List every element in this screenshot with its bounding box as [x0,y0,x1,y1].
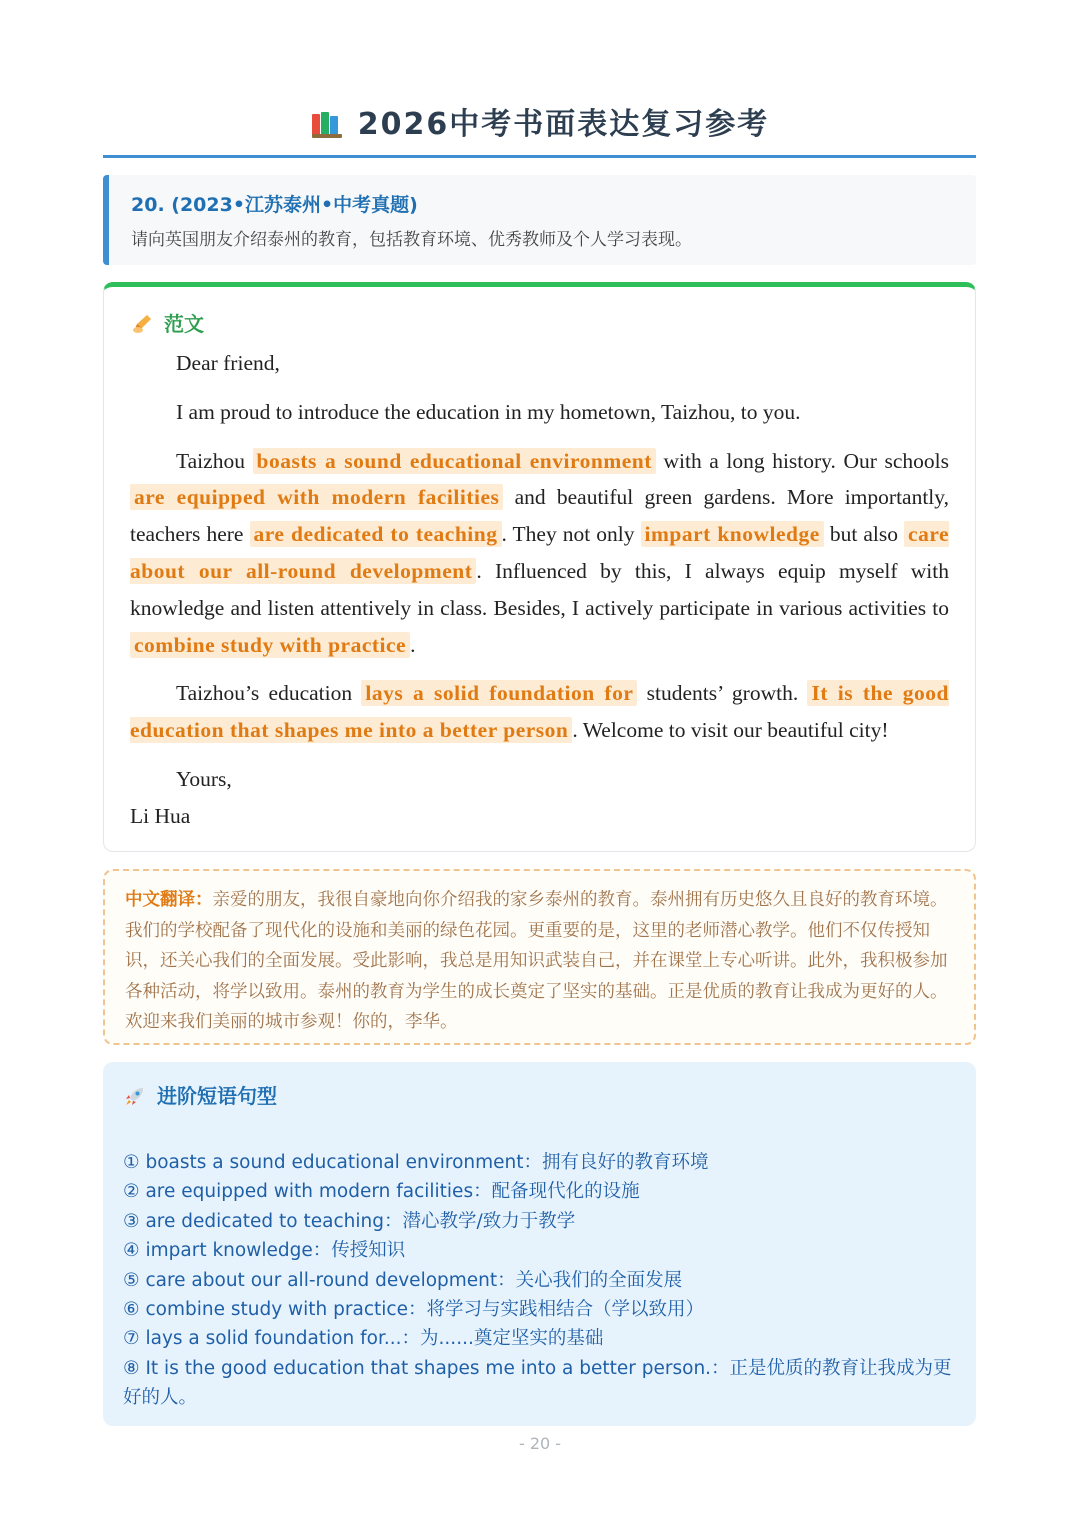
question-title: 20. (2023•江苏泰州•中考真题) [131,194,418,216]
essay-text: . Influenced by this, I always equip myself with knowledge and listen attentively in class. Besides, I actively participate in various activities to [130,558,949,620]
phrase-item: ② are equipped with modern facilities：配备现代化的设施 [123,1181,640,1203]
page-title-text: 2026中考书面表达复习参考 [357,107,770,142]
essay-text: Taizhou [176,448,253,473]
key-phrase: are equipped with modern facilities [130,484,503,510]
phrase-item: ⑤ care about our all-round development：关心我们的全面发展 [123,1269,683,1291]
phrases-heading [123,1080,956,1112]
key-phrase: boasts a sound educational environment [253,448,656,474]
page-header [103,100,976,158]
essay-closing: Yours, [176,766,232,791]
phrase-item: ⑥ combine study with practice：将学习与实践相结合（学以致用） [123,1299,704,1321]
key-phrase: care about our all-round development [130,522,950,583]
page-title [310,100,770,150]
question-box [103,175,976,265]
essay-text: but also [823,522,905,547]
phrases-label: 进阶短语句型 [157,1084,277,1108]
essay-text: and beautiful green gardens. More importantly, teachers here [130,485,950,547]
essay-text: with a long history. Our schools [655,448,949,473]
essay-signature: Li Hua [130,803,191,828]
phrase-item: ③ are dedicated to teaching：潜心教学/致力于教学 [123,1210,576,1232]
writing-hand-icon [130,312,154,336]
phrase-item: ④ impart knowledge：传授知识 [123,1240,406,1262]
essay-text: . They not only [501,522,641,547]
translation-box [103,869,976,1045]
key-phrase: It is the good education that shapes me into a better person [130,681,950,743]
model-essay-box [103,282,976,852]
translation-label: 中文翻译： [125,890,213,910]
key-phrase: are dedicated to teaching [250,521,502,547]
essay-body [130,345,949,835]
phrase-item: ⑧ It is the good education that shapes me into a better person.：正是优质的教育让我成为更好的人。 [123,1357,952,1409]
essay-text: . Welcome to visit our beautiful city! [572,718,889,743]
essay-text: . [410,632,416,657]
essay-paragraph-3 [130,675,949,749]
question-prompt: 请向英国朋友介绍泰州的教育，包括教育环境、优秀教师及个人学习表现。 [131,230,692,250]
essay-text: students’ growth. [637,681,808,706]
rocket-icon [123,1084,147,1108]
phrase-list [123,1148,956,1413]
essay-label: 范文 [164,312,204,336]
phrase-item: ⑦ lays a solid foundation for...：为......奠定坚实的基础 [123,1328,604,1350]
key-phrase: lays a solid foundation for [361,680,637,706]
phrase-item: ① boasts a sound educational environment：拥有良好的教育环境 [123,1152,709,1173]
essay-greeting: Dear friend, [176,351,280,375]
key-phrase: impart knowledge [641,521,824,547]
essay-heading [130,309,949,339]
translation-text: 亲爱的朋友，我很自豪地向你介绍我的家乡泰州的教育。泰州拥有历史悠久且良好的教育环境。我们的学校配备了现代化的设施和美丽的绿色花园。更重要的是，这里的老师潜心教学。他们不仅传授知识，还关心我们的全面发展。受此影响，我总是用知识武装自己，并在课堂上专心听讲。此外，我积极参加各种活动，将学以致用。泰州的教育为学生的成长奠定了坚实的基础。正是优质的教育让我成为更好的人。欢迎来我们美丽的城市参观！你的，李华。 [125,890,948,1032]
essay-text: Taizhou’s education [176,681,362,706]
essay-paragraph-2 [130,443,949,664]
books-icon [310,110,344,140]
advanced-phrases-box [103,1062,976,1426]
page-number: - 20 - [518,1434,562,1453]
essay-paragraph-1: I am proud to introduce the education in my hometown, Taizhou, to you. [176,399,801,424]
key-phrase: combine study with practice [130,632,410,658]
